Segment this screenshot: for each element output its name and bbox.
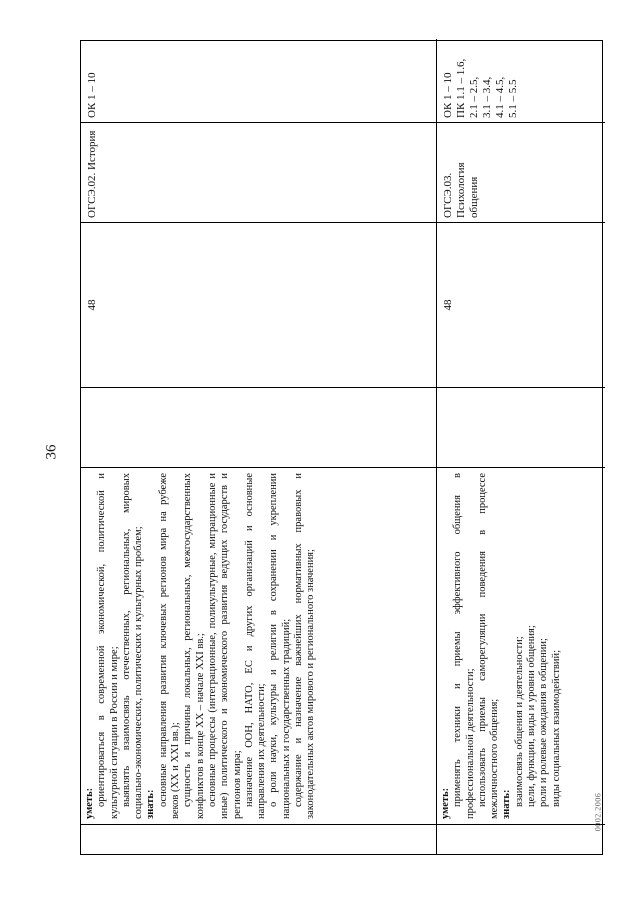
discipline-name: ОГСЭ.03. Психология общения <box>442 162 480 218</box>
znat-item: основные процессы (интеграционные, поликультурные, миграционные и иные) политического и экономического развития ведущих государств и регионов мира; <box>206 473 243 819</box>
umet-item: применять техники и приемы эффективного общения в профессиональной деятельности; <box>452 473 476 819</box>
znat-label: знать: <box>501 789 513 819</box>
competencies-cell <box>437 39 605 122</box>
footer-code: 0002.2006 <box>593 792 603 832</box>
znat-label: знать: <box>145 789 157 819</box>
curriculum-table <box>80 40 603 855</box>
requirements-cell <box>437 467 605 824</box>
index-cell <box>81 824 436 854</box>
competency-code: ОК 1 – 10 <box>86 72 98 118</box>
hours-value: 48 <box>442 299 454 311</box>
umet-label: уметь: <box>440 787 451 819</box>
znat-item: назначение ООН, НАТО, ЕС и других организаций и основные направления их деятельности; <box>243 473 268 819</box>
umet-item: выявлять взаимосвязь отечественных, региональных, мировых социально-экономических, политических и культурных проблем; <box>120 473 145 819</box>
table-row-psychology <box>436 39 605 854</box>
znat-item: о роли науки, культуры и религии в сохранении и укреплении национальных и государственных традиций; <box>268 473 292 819</box>
znat-item: сущность и причины локальных, региональных, межгосударственных конфликтов в конце XX – начале XXI вв.; <box>182 473 206 819</box>
competencies-cell <box>81 39 436 122</box>
znat-item: взаимосвязь общения и деятельности; <box>513 636 525 807</box>
competency-code: 5.1 – 5.5 <box>507 79 519 118</box>
hours-value: 48 <box>86 299 98 311</box>
umet-label: уметь: <box>84 787 95 819</box>
table-row-history <box>81 39 436 854</box>
empty-cell <box>81 387 436 467</box>
requirements-cell <box>81 467 436 824</box>
znat-item: цели, функции, виды и уровни общения; <box>526 625 538 807</box>
hours-cell <box>81 222 436 387</box>
discipline-name: ОГСЭ.02. История <box>86 130 98 218</box>
competency-code: 3.1 – 3.4, <box>481 76 493 118</box>
hours-cell <box>437 222 605 387</box>
znat-item: виды социальных взаимодействий; <box>550 649 562 807</box>
znat-item: основные направления развития ключевых регионов мира на рубеже веков (XX и XXI вв.); <box>157 473 182 819</box>
znat-item: роли и ролевые ожидания в общении; <box>538 638 550 807</box>
competency-code: 2.1 – 2.5, <box>468 76 480 118</box>
znat-item: содержание и назначение важнейших нормативных правовых и законодательных актов мирового и регионального значения; <box>293 473 317 819</box>
competency-code: ПК 1.1 – 1.6, <box>455 58 467 118</box>
table-frame <box>80 40 603 855</box>
page-number: 36 <box>43 444 60 460</box>
competency-code: ОК 1 – 10 <box>442 72 454 118</box>
discipline-cell <box>81 122 436 222</box>
umet-item: использовать приемы саморегуляции поведения в процессе межличностного общения; <box>476 473 501 819</box>
competency-code: 4.1 – 4.5, <box>494 76 506 118</box>
empty-cell <box>437 387 605 467</box>
index-cell <box>437 824 605 854</box>
umet-item: ориентироваться в современной экономической, политической и культурной ситуации в России и мире; <box>96 473 120 819</box>
discipline-cell <box>437 122 605 222</box>
